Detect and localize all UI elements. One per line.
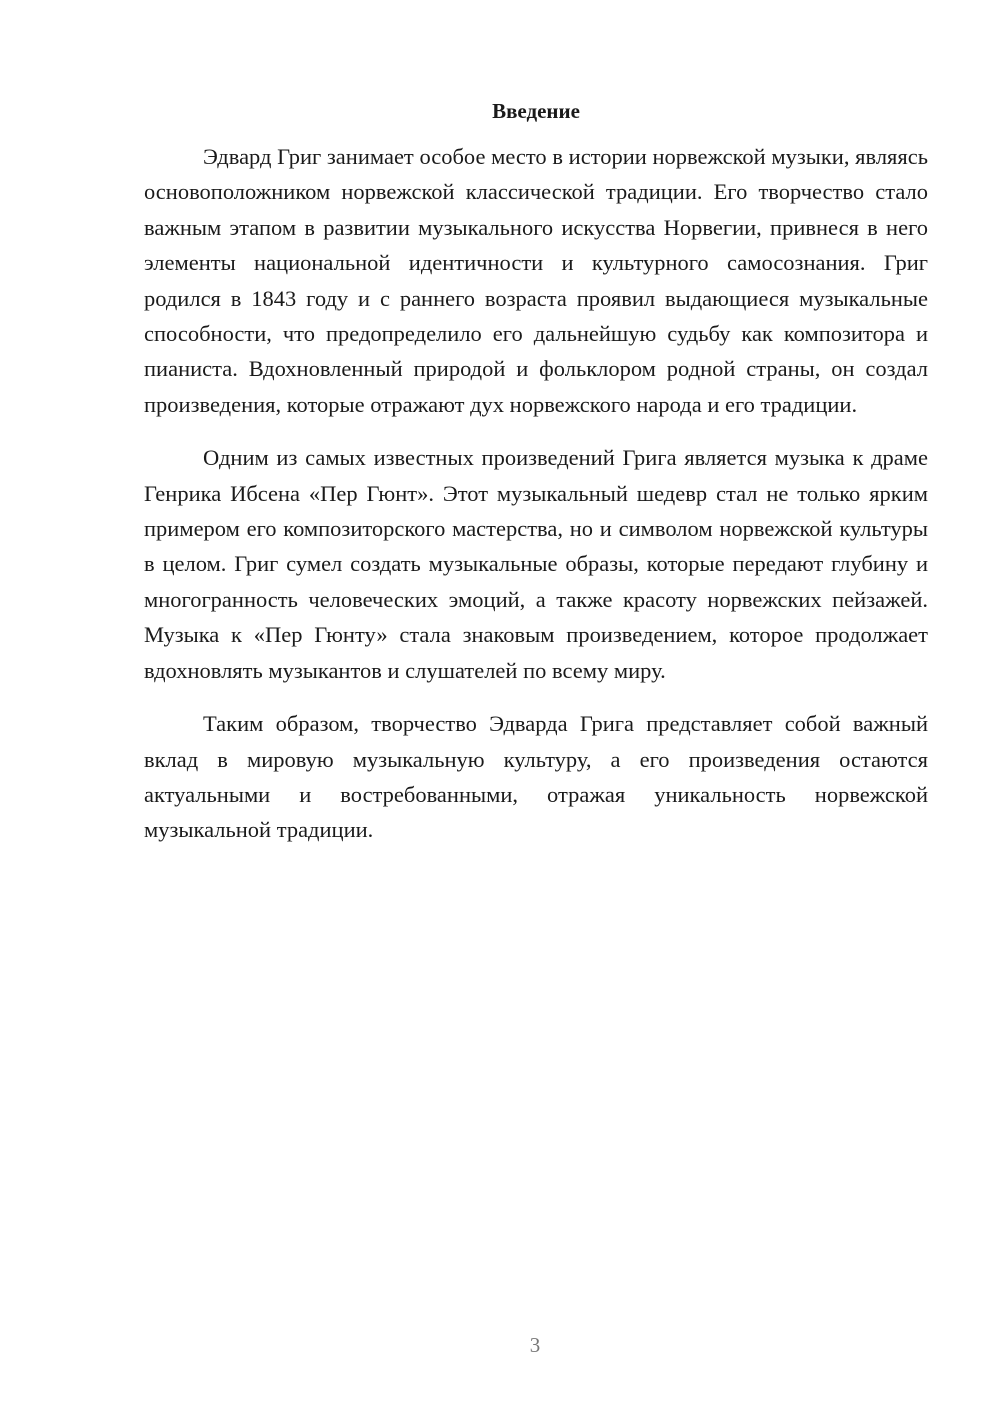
paragraph-2: Одним из самых известных произведений Грига является музыка к драме Генрика Ибсена «Пер Гюнт». Этот музыкальный шедевр стал не только ярким примером его композиторского мастерства, но и символом норвежской культуры в целом. Григ сумел создать музыкальные образы, которые передают глубину и многогранность человеческих эмоций, а также красоту норвежских пейзажей. Музыка к «Пер Гюнту» стала знаковым произведением, которое продолжает вдохновлять музыкантов и слушателей по всему миру. [144,445,928,683]
page-number: 3 [529,1333,541,1357]
paragraph-1: Эдвард Григ занимает особое место в истории норвежской музыки, являясь основоположником норвежской классической традиции. Его творчество стало важным этапом в развитии музыкального искусства Норвегии, привнеся в него элементы национальной идентичности и культурного самосознания. Григ родился в 1843 году и с раннего возраста проявил выдающиеся музыкальные способности, что предопределило его дальнейшую судьбу как композитора и пианиста. Вдохновленный природой и фольклором родной страны, он создал произведения, которые отражают дух норвежского народа и его традиции. [144,144,928,417]
section-title: Введение [492,99,580,123]
paragraph-3: Таким образом, творчество Эдварда Грига представляет собой важный вклад в мировую музыкальную культуру, а его произведения остаются актуальными и востребованными, отражая уникальность норвежской музыкальной традиции. [144,711,928,843]
page-content [144,96,928,866]
